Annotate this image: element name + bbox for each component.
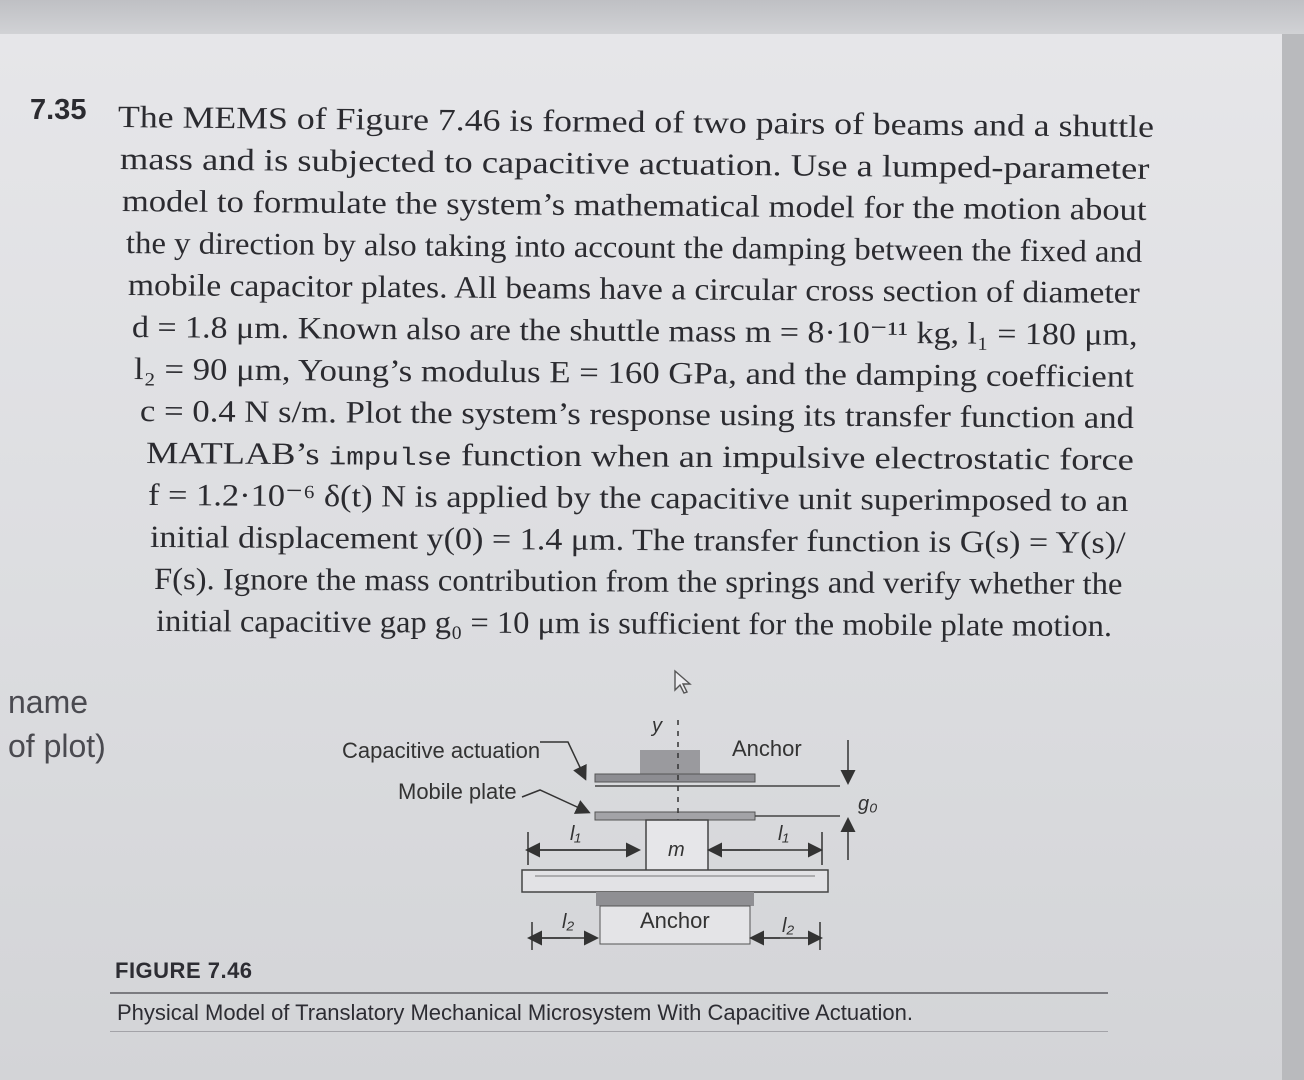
figure-caption: Physical Model of Translatory Mechanical Microsystem With Capacitive Actuation. xyxy=(117,1000,913,1025)
problem-line-8 xyxy=(140,394,1134,435)
label-y: y xyxy=(652,715,662,737)
problem-line-12 xyxy=(154,562,1123,601)
problem-line-text: l₂ = 90 μm, Young’s modulus E = 160 GPa, and the damping coefficient xyxy=(133,351,1134,394)
figure-caption-label: FIGURE 7.46 xyxy=(115,958,253,983)
handwritten-note-line1: name xyxy=(8,684,89,720)
caption-divider xyxy=(110,992,1108,994)
problem-line-text: function when an impulsive electrostatic force xyxy=(451,437,1134,477)
label-anchor-bottom: Anchor xyxy=(640,908,710,933)
figure-7-46 xyxy=(300,660,900,960)
problem-number: 7.35 xyxy=(30,94,87,126)
label-capacitive-actuation: Capacitive actuation xyxy=(342,738,541,763)
problem-line-10 xyxy=(148,478,1128,518)
problem-line-text: initial displacement y(0) = 1.4 μm. The transfer function is G(s) = Y(s)/ xyxy=(149,519,1126,560)
problem-line-text: The MEMS of Figure 7.46 is formed of two pairs of beams and a shuttle xyxy=(117,99,1155,144)
label-l2-left: l₂ xyxy=(562,911,575,933)
label-l1-right: l₁ xyxy=(778,823,789,845)
fixed-capacitor-plate xyxy=(595,774,755,782)
problem-line-text: initial capacitive gap g₀ = 10 μm is sufficient for the mobile plate motion. xyxy=(155,603,1113,644)
label-mobile-plate: Mobile plate xyxy=(398,779,517,804)
problem-line-13 xyxy=(156,604,1112,643)
mobile-plate-leader xyxy=(522,790,588,812)
caption-divider-bottom xyxy=(110,1031,1108,1032)
label-anchor-top: Anchor xyxy=(732,736,802,761)
problem-line-text: MATLAB’s xyxy=(145,435,329,472)
label-g0: g₀ xyxy=(858,793,878,815)
problem-line-text: the y direction by also taking into account the damping between the fixed and xyxy=(125,225,1143,269)
bottom-anchor-block xyxy=(596,892,754,906)
lower-frame xyxy=(522,870,828,892)
problem-line-text: c = 0.4 N s/m. Plot the system’s response using its transfer function and xyxy=(139,393,1135,435)
problem-line-text: model to formulate the system’s mathematical model for the motion about xyxy=(121,183,1147,227)
code-impulse: impulse xyxy=(328,443,452,474)
label-m: m xyxy=(668,839,685,861)
handwritten-note-line2: of plot) xyxy=(8,728,106,764)
problem-line-text: f = 1.2·10⁻⁶ δ(t) N is applied by the capacitive unit superimposed to an xyxy=(147,477,1129,518)
problem-line-text: mobile capacitor plates. All beams have a circular cross section of diameter xyxy=(127,267,1140,310)
mobile-plate-shape xyxy=(595,812,755,820)
top-anchor-block xyxy=(640,750,700,776)
problem-line-11 xyxy=(150,520,1126,560)
capacitive-actuation-leader xyxy=(540,742,585,778)
problem-line-text: F(s). Ignore the mass contribution from the springs and verify whether the xyxy=(153,561,1123,602)
problem-line-text: d = 1.8 μm. Known also are the shuttle mass m = 8·10⁻¹¹ kg, l₁ = 180 μm, xyxy=(131,309,1138,352)
label-l2-right: l₂ xyxy=(782,915,795,937)
screen-right-edge xyxy=(1282,34,1304,1080)
problem-line-9 xyxy=(146,436,1134,481)
problem-line-text: mass and is subjected to capacitive actuation. Use a lumped-parameter xyxy=(119,141,1150,186)
label-l1-left: l₁ xyxy=(570,823,581,845)
